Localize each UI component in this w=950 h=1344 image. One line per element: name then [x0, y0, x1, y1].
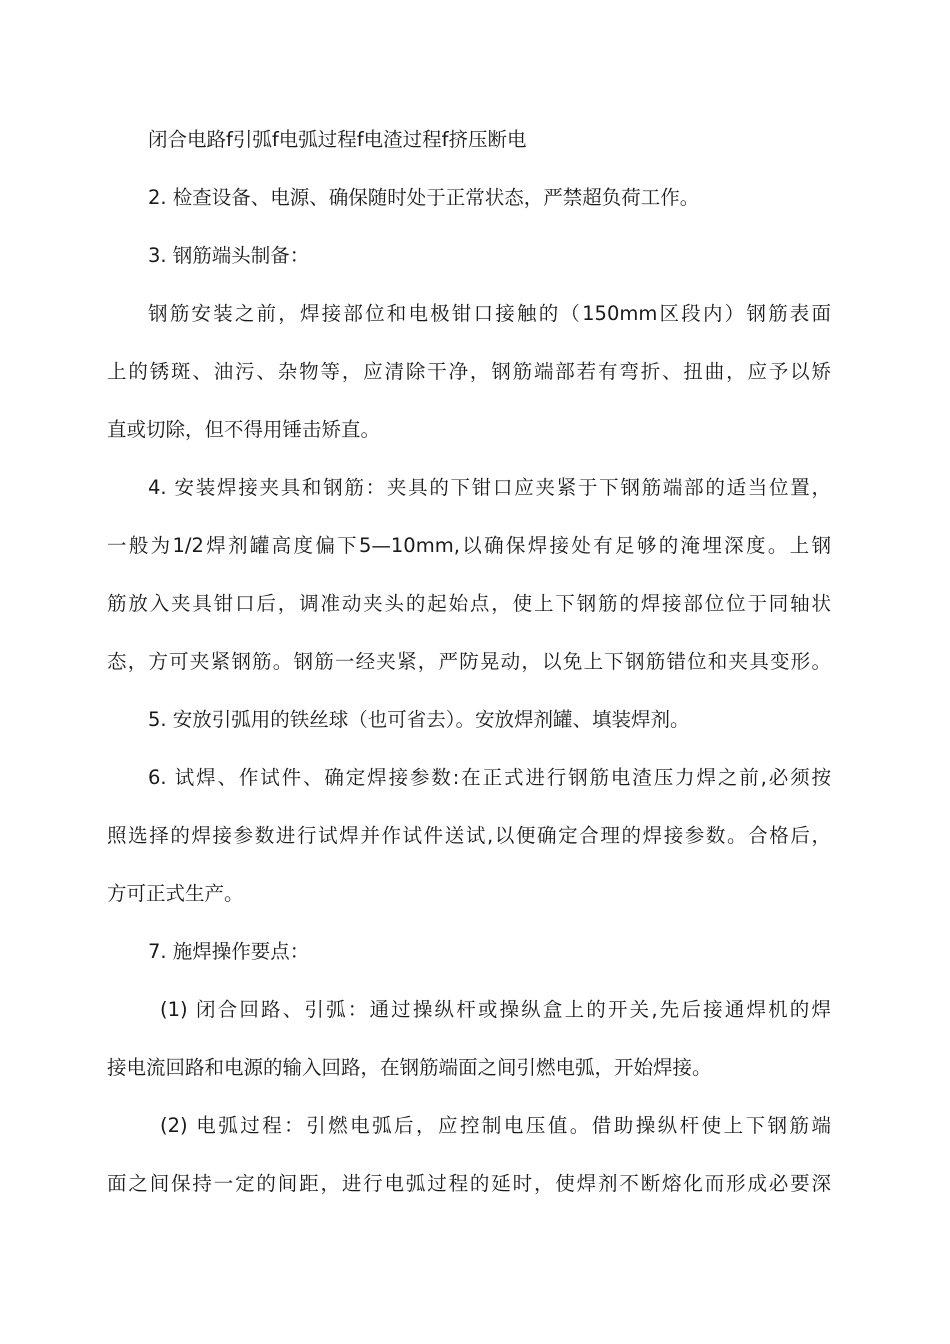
step-3-heading: 3. 钢筋端头制备：: [148, 244, 310, 267]
substep-1-heading: (1) 闭合回路、引弧：通过操纵杆或操纵盒上的开关,先后接通焊机的焊: [160, 998, 831, 1021]
step-7-heading: 7. 施焊操作要点：: [148, 940, 310, 963]
paragraph-line: 上的锈斑、油污、杂物等，应清除干净，钢筋端部若有弯折、扭曲，应予以矫: [107, 360, 831, 383]
step-4-heading: 4. 安装焊接夹具和钢筋：夹具的下钳口应夹紧于下钢筋端部的适当位置，: [148, 476, 831, 499]
paragraph-line: 态，方可夹紧钢筋。钢筋一经夹紧，严防晃动，以免上下钢筋错位和夹具变形。: [107, 650, 831, 673]
step-6-heading: 6. 试焊、作试件、确定焊接参数:在正式进行钢筋电渣压力焊之前,必须按: [148, 766, 831, 789]
paragraph-line: 照选择的焊接参数进行试焊并作试件送试,以便确定合理的焊接参数。合格后，: [107, 824, 831, 847]
process-flow-line: 闭合电路f引弧f电弧过程f电渣过程f挤压断电: [148, 128, 527, 151]
paragraph-line: 面之间保持一定的间距，进行电弧过程的延时，使焊剂不断熔化而形成必要深: [107, 1172, 831, 1195]
paragraph-line: 直或切除，但不得用锤击矫直。: [107, 418, 381, 441]
substep-2-heading: (2) 电弧过程：引燃电弧后，应控制电压值。借助操纵杆使上下钢筋端: [160, 1114, 831, 1137]
step-5-heading: 5. 安放引弧用的铁丝球（也可省去）。安放焊剂罐、填装焊剂。: [148, 708, 690, 731]
paragraph-line: 筋放入夹具钳口后，调准动夹头的起始点，使上下钢筋的焊接部位位于同轴状: [107, 592, 831, 615]
paragraph-line: 方可正式生产。: [107, 882, 244, 905]
paragraph-line: 接电流回路和电源的输入回路，在钢筋端面之间引燃电弧，开始焊接。: [107, 1056, 712, 1079]
step-2-heading: 2. 检查设备、电源、确保随时处于正常状态，严禁超负荷工作。: [148, 186, 700, 209]
paragraph-line: 钢筋安装之前，焊接部位和电极钳口接触的（150mm区段内）钢筋表面: [148, 302, 831, 325]
paragraph-line: 一般为1/2焊剂罐高度偏下5—10mm,以确保焊接处有足够的淹埋深度。上钢: [107, 534, 831, 557]
